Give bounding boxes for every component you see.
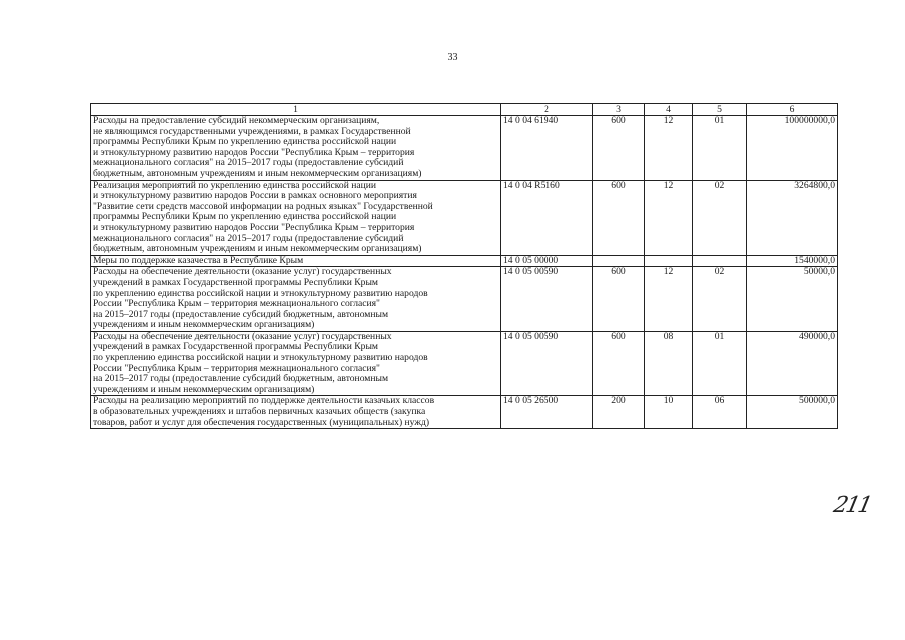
table-row — [91, 331, 838, 396]
amount: 490000,0 — [747, 331, 838, 396]
description-line: не являющимся государственными учреждениями, в рамках Государственной — [93, 126, 411, 137]
header-col-5: 5 — [693, 104, 747, 116]
description-line: учреждениям и иным некоммерческим организациям) — [93, 384, 315, 395]
description-line: на 2015–2017 годы (предоставление субсидий бюджетным, автономным — [93, 309, 389, 320]
expense-type — [593, 255, 645, 267]
description-line: Реализация мероприятий по укреплению единства российской нации — [93, 180, 377, 191]
description-line: бюджетным, автономным учреждениям и иным некоммерческим организациям) — [93, 244, 422, 255]
header-col-1: 1 — [91, 104, 501, 116]
expense-type: 600 — [593, 180, 645, 255]
table-row — [91, 396, 838, 429]
description-line: "Развитие сети средств массовой информации на родных языках" Государственной — [93, 201, 433, 212]
section-code: 12 — [645, 116, 693, 181]
header-col-2: 2 — [501, 104, 593, 116]
subsection-code: 01 — [693, 331, 747, 396]
subsection-code — [693, 255, 747, 267]
subsection-code: 02 — [693, 267, 747, 332]
table-row — [91, 116, 838, 181]
target-code: 14 0 05 00590 — [501, 267, 593, 332]
description-line: межнационального согласия" на 2015–2017 годы (предоставление субсидий — [93, 233, 404, 244]
table-row — [91, 180, 838, 255]
target-code: 14 0 05 00590 — [501, 331, 593, 396]
section-code: 10 — [645, 396, 693, 429]
header-col-4: 4 — [645, 104, 693, 116]
description-line: учреждений в рамках Государственной программы Республики Крым — [93, 277, 378, 288]
amount: 500000,0 — [747, 396, 838, 429]
description-line: учреждениям и иным некоммерческим организациям) — [93, 320, 315, 331]
expense-type: 600 — [593, 267, 645, 332]
description-line: по укреплению единства российской нации и этнокультурному развитию народов — [93, 288, 428, 299]
section-code: 12 — [645, 267, 693, 332]
description-line: Расходы на предоставление субсидий некоммерческим организациям, — [93, 116, 380, 126]
amount: 1540000,0 — [747, 255, 838, 267]
section-code: 08 — [645, 331, 693, 396]
description-line: бюджетным, автономным учреждениям и иным некоммерческим организациям) — [93, 168, 422, 179]
handwritten-note: 211 — [831, 493, 873, 518]
header-col-6: 6 — [747, 104, 838, 116]
description-line: России "Республика Крым – территория межнационального согласия" — [93, 363, 380, 374]
subsection-code: 02 — [693, 180, 747, 255]
description-line: в образовательных учреждениях и штабов первичных казачьих обществ (закупка — [93, 407, 426, 418]
description-line: и этнокультурному развитию народов России в рамках основного мероприятия — [93, 191, 417, 202]
target-code: 14 0 05 00000 — [501, 255, 593, 267]
target-code: 14 0 05 26500 — [501, 396, 593, 429]
row-description — [91, 331, 501, 396]
table-row — [91, 255, 838, 267]
row-description — [91, 255, 501, 267]
row-description — [91, 116, 501, 181]
subsection-code: 06 — [693, 396, 747, 429]
expense-type: 200 — [593, 396, 645, 429]
target-code: 14 0 04 R5160 — [501, 180, 593, 255]
description-line: товаров, работ и услуг для обеспечения государственных (муниципальных) нужд) — [93, 417, 430, 428]
description-line: учреждений в рамках Государственной программы Республики Крым — [93, 342, 378, 353]
section-code — [645, 255, 693, 267]
target-code: 14 0 04 61940 — [501, 116, 593, 181]
description-line: программы Республики Крым по укреплению единства российской нации — [93, 212, 397, 223]
amount: 50000,0 — [747, 267, 838, 332]
table-body — [91, 116, 838, 429]
header-col-3: 3 — [593, 104, 645, 116]
expense-type: 600 — [593, 331, 645, 396]
budget-table — [90, 103, 838, 429]
amount: 100000000,0 — [747, 116, 838, 181]
description-line: и этнокультурному развитию народов России "Республика Крым – территория — [93, 222, 415, 233]
page-number: 33 — [447, 52, 458, 63]
description-line: Расходы на реализацию мероприятий по поддержке деятельности казачьих классов — [93, 396, 435, 407]
expense-type: 600 — [593, 116, 645, 181]
subsection-code: 01 — [693, 116, 747, 181]
description-line: Меры по поддержке казачества в Республике Крым — [93, 255, 304, 266]
row-description — [91, 180, 501, 255]
table-row — [91, 267, 838, 332]
description-line: межнационального согласия" на 2015–2017 годы (предоставление субсидий — [93, 158, 404, 169]
description-line: программы Республики Крым по укреплению единства российской нации — [93, 137, 397, 148]
amount: 3264800,0 — [747, 180, 838, 255]
description-line: и этнокультурному развитию народов России "Республика Крым – территория — [93, 147, 415, 158]
description-line: на 2015–2017 годы (предоставление субсидий бюджетным, автономным — [93, 374, 389, 385]
description-line: по укреплению единства российской нации и этнокультурному развитию народов — [93, 353, 428, 364]
row-description — [91, 396, 501, 429]
description-line: Расходы на обеспечение деятельности (оказание услуг) государственных — [93, 331, 392, 342]
description-line: Расходы на обеспечение деятельности (оказание услуг) государственных — [93, 267, 392, 278]
row-description — [91, 267, 501, 332]
description-line: России "Республика Крым – территория межнационального согласия" — [93, 299, 380, 310]
section-code: 12 — [645, 180, 693, 255]
header-row — [91, 104, 838, 116]
